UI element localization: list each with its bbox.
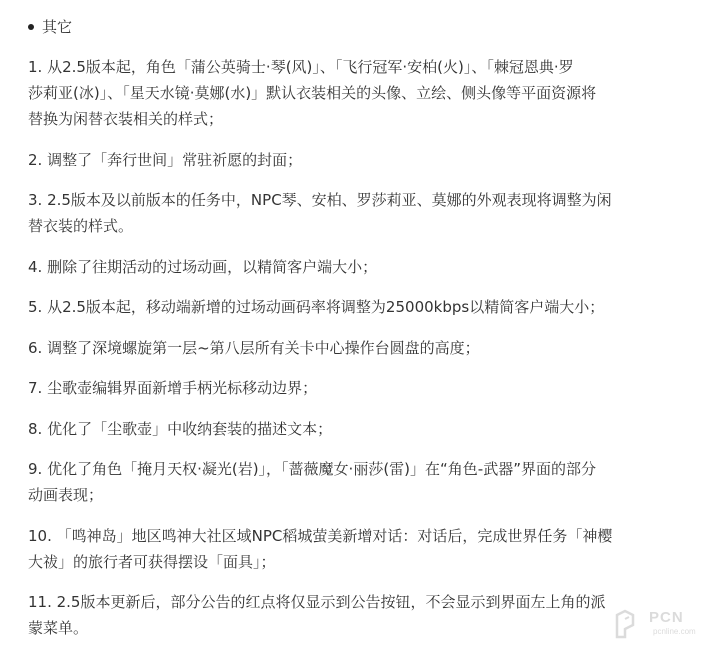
watermark-brand: PCN <box>649 609 684 626</box>
note-line: 9. 优化了角色「掩月天权·凝光(岩)」，「蔷薇魔女·丽莎(雷)」在“角色-武器”界面的部分 <box>28 460 596 478</box>
note-line: 7. 尘歌壶编辑界面新增手柄光标移动边界； <box>28 379 318 397</box>
note-item-10 <box>28 523 698 575</box>
note-line: 大祓」的旅行者可获得摆设「面具」； <box>28 552 276 571</box>
section-heading-text: 其它 <box>42 18 73 36</box>
note-line: 2. 调整了「奔行世间」常驻祈愿的封面； <box>28 150 303 169</box>
note-line: 蒙菜单。 <box>28 619 89 637</box>
note-item-4 <box>28 254 698 280</box>
note-item-8 <box>28 416 698 442</box>
note-item-7 <box>28 375 698 401</box>
note-line: 1. 从2.5版本起，角色「蒲公英骑士·琴(风)」、「飞行冠军·安柏(火)」、「棘冠恩典·罗 <box>28 58 574 76</box>
note-item-5 <box>28 294 698 320</box>
note-line: 莎莉亚(冰)」、「星天水镜·莫娜(水)」默认衣装相关的头像、立绘、侧头像等平面资源将 <box>28 84 597 102</box>
note-line: 4. 删除了往期活动的过场动画，以精简客户端大小； <box>28 257 378 276</box>
note-line: 替换为闲替衣装相关的样式； <box>28 110 224 128</box>
note-line: 11. 2.5版本更新后，部分公告的红点将仅显示到公告按钮，不会显示到界面左上角的派 <box>28 593 606 611</box>
watermark-logo-icon <box>613 607 647 641</box>
note-line: 6. 调整了深境螺旋第一层~第八层所有关卡中心操作台圆盘的高度； <box>28 338 480 357</box>
site-watermark <box>613 607 705 641</box>
watermark-url: pcnline.com <box>653 627 696 636</box>
note-line: 替衣装的样式。 <box>28 217 134 235</box>
section-heading <box>28 14 698 40</box>
note-item-11 <box>28 589 698 641</box>
note-line: 8. 优化了「尘歌壶」中收纳套装的描述文本； <box>28 419 333 438</box>
note-line: 动画表现； <box>28 486 104 504</box>
note-line: 5. 从2.5版本起，移动端新增的过场动画码率将调整为25000kbps以精简客户端大小； <box>28 298 605 316</box>
note-item-2 <box>28 147 698 173</box>
note-item-1 <box>28 54 698 132</box>
note-item-6 <box>28 335 698 361</box>
note-line: 3. 2.5版本及以前版本的任务中，NPC琴、安柏、罗莎莉亚、莫娜的外观表现将调整为闲 <box>28 191 612 209</box>
note-line: 10. 「鸣神岛」地区鸣神大社区域NPC稻城萤美新增对话：对话后，完成世界任务「神樱 <box>28 526 613 545</box>
bullet-icon <box>28 24 34 30</box>
note-item-9 <box>28 456 698 508</box>
note-item-3 <box>28 187 698 239</box>
article-body <box>28 14 698 656</box>
